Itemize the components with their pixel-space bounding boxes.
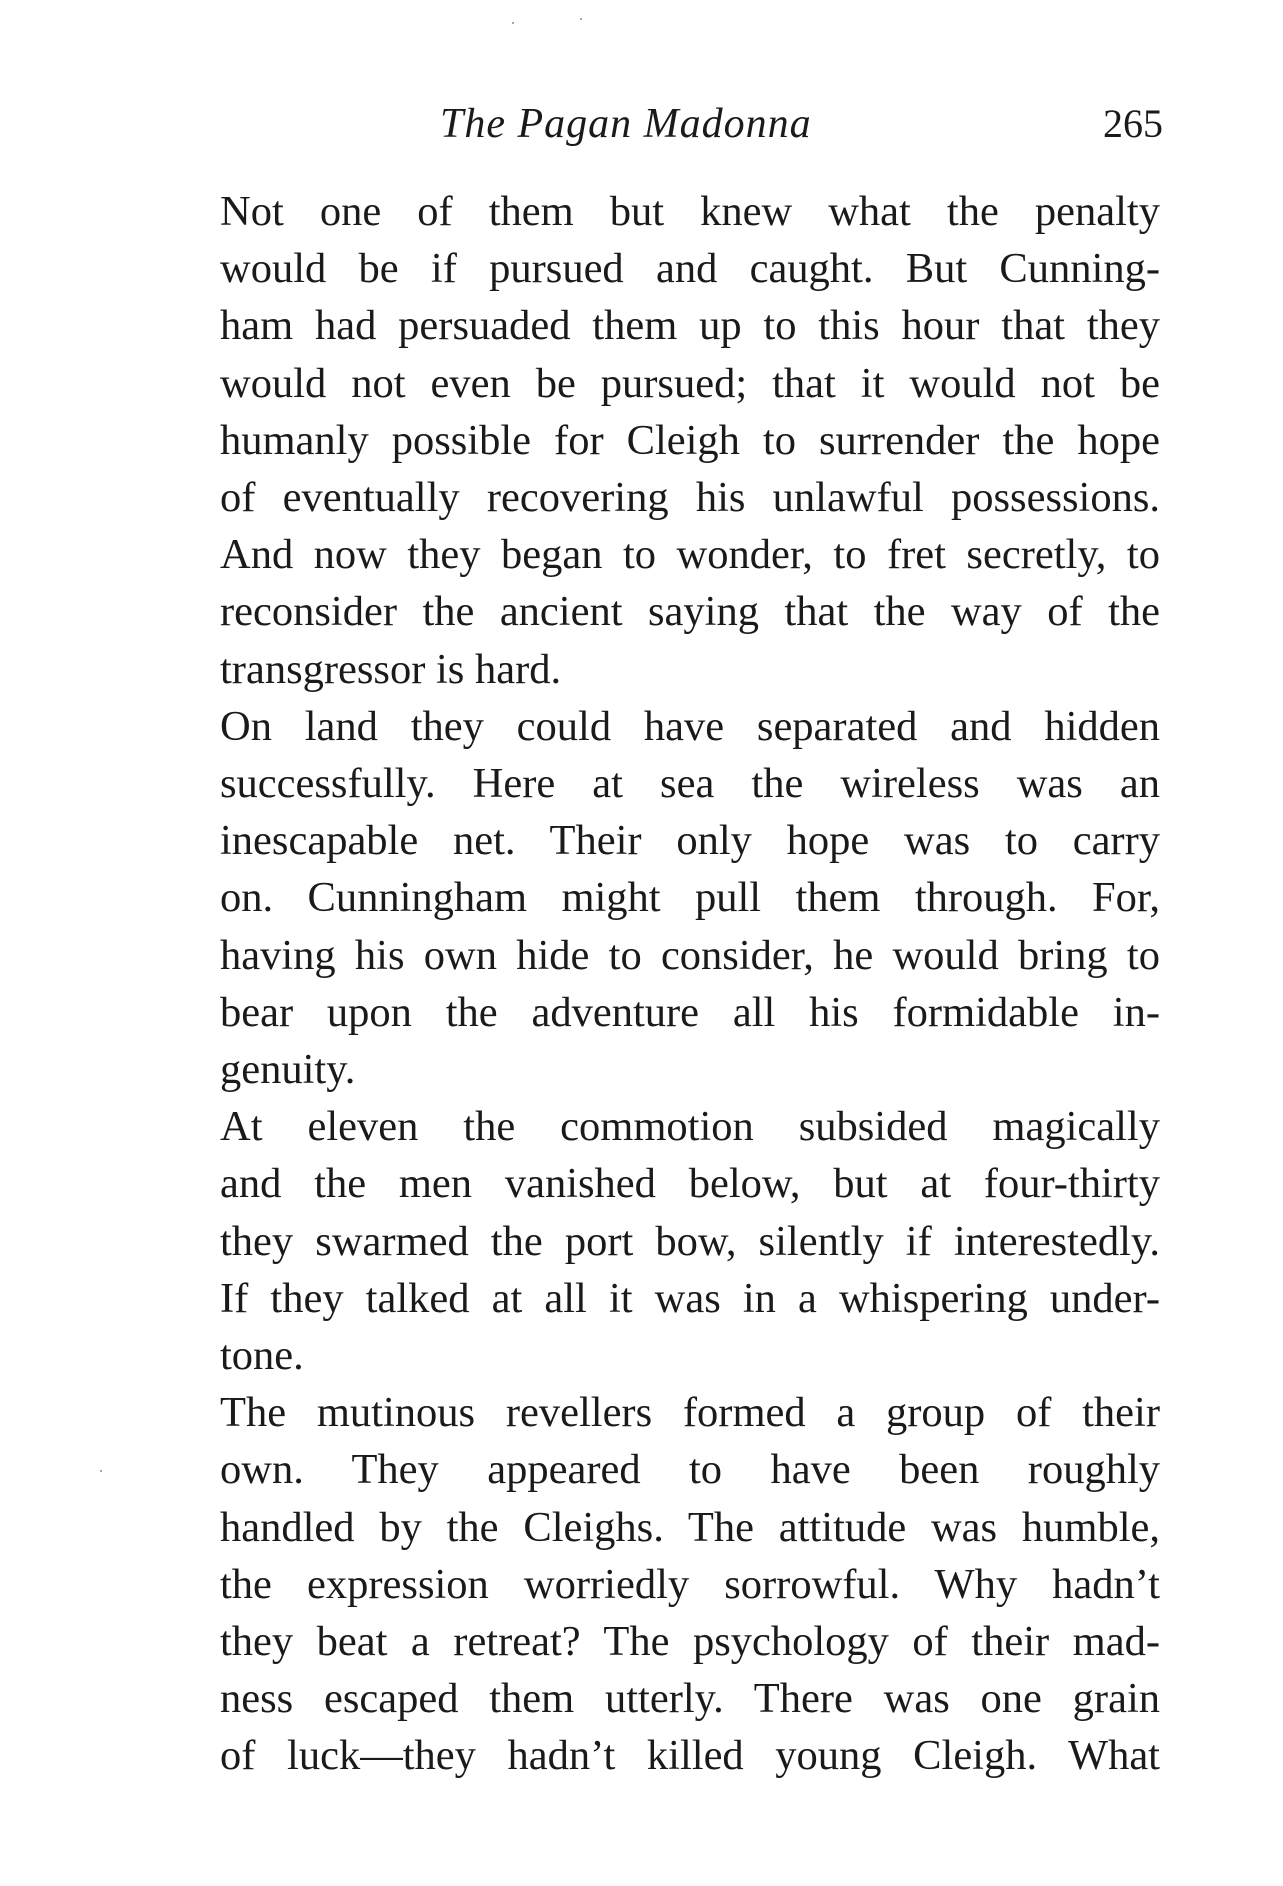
text-line: bear upon the adventure all his formidable in- [220,988,1160,1036]
print-speck [100,1470,102,1472]
text-line: If they talked at all it was in a whispering under- [220,1274,1160,1322]
text-line: At eleven the commotion subsided magically [220,1103,1160,1151]
text-line: genuity. [220,1046,356,1094]
paragraph-1 [175,183,1160,698]
text-line: of luck—they hadn’t killed young Cleigh. What [220,1732,1160,1780]
text-line: having his own hide to consider, he would bring to [220,931,1160,979]
text-line: on. Cunningham might pull them through. For, [220,874,1160,922]
text-line: On land they could have separated and hidden [220,702,1160,750]
running-header [170,100,1163,160]
text-line: ham had persuaded them up to this hour that they [220,302,1160,350]
page-number: 265 [1103,101,1163,146]
text-line: The mutinous revellers formed a group of their [220,1389,1160,1437]
running-title: The Pagan Madonna [440,101,812,147]
text-line: of eventually recovering his unlawful possessions. [220,474,1160,522]
body-text [175,183,1160,1785]
text-line: Not one of them but knew what the penalty [220,188,1160,235]
text-line: inescapable net. Their only hope was to carry [220,817,1160,865]
text-line: they beat a retreat? The psychology of their mad- [220,1618,1160,1666]
text-line: reconsider the ancient saying that the way of the [220,588,1160,636]
text-line: they swarmed the port bow, silently if interestedly. [220,1217,1160,1265]
text-line: ness escaped them utterly. There was one grain [220,1675,1160,1723]
text-line: successfully. Here at sea the wireless was an [220,760,1160,808]
text-line: transgressor is hard. [220,645,562,693]
paragraph-2 [175,698,1160,1098]
text-line: humanly possible for Cleigh to surrender the hope [220,416,1160,464]
paragraph-4 [175,1384,1160,1784]
text-line: And now they began to wonder, to fret secretly, to [220,531,1160,579]
text-line: the expression worriedly sorrowful. Why hadn’t [220,1560,1160,1608]
text-line: would be if pursued and caught. But Cunning- [220,245,1160,293]
text-line: and the men vanished below, but at four-thirty [220,1160,1160,1208]
text-line: tone. [220,1332,304,1380]
text-line: would not even be pursued; that it would not be [220,359,1160,407]
paragraph-3 [175,1098,1160,1384]
text-line: own. They appeared to have been roughly [220,1446,1160,1494]
text-line: handled by the Cleighs. The attitude was humble, [220,1503,1160,1551]
print-speck [512,22,514,24]
print-speck [580,18,582,20]
